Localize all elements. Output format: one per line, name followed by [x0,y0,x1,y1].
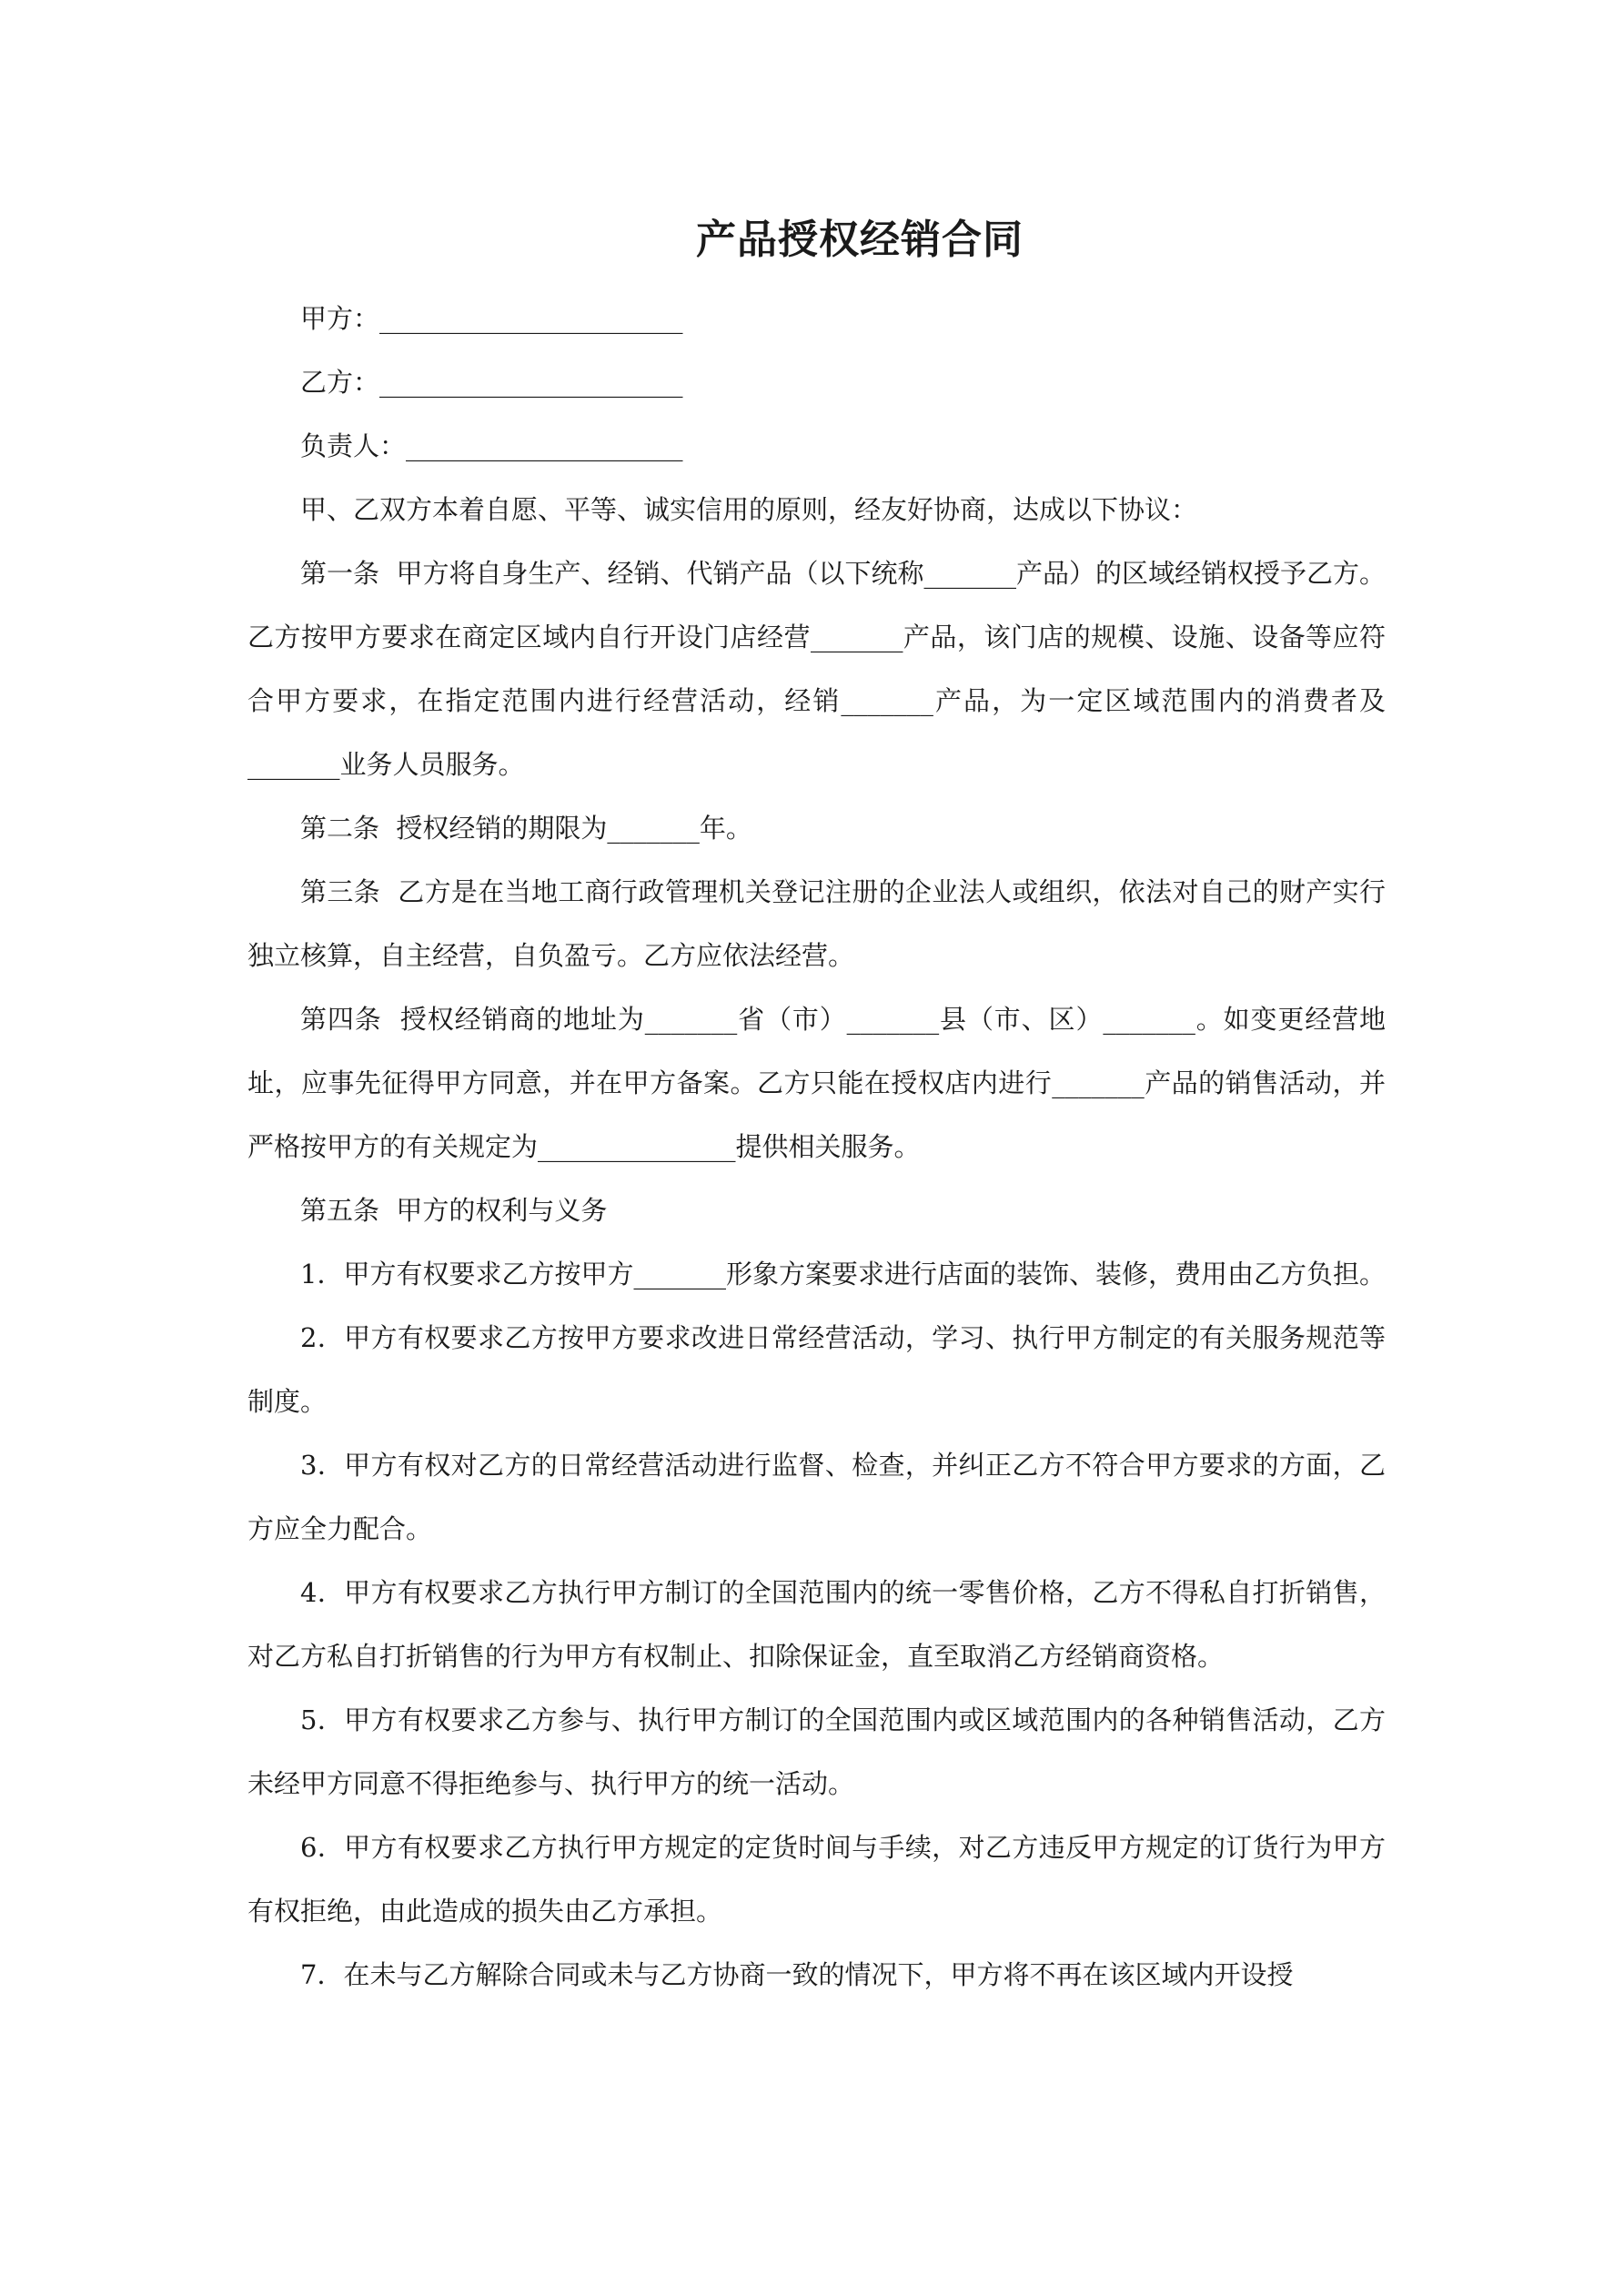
document-title: 产品授权经销合同 [696,217,1024,263]
article-5-item-2: 2．甲方有权要求乙方按甲方要求改进日常经营活动，学习、执行甲方制定的有关服务规范等制度。 [247,1322,1386,1417]
article-5-item-6: 6．甲方有权要求乙方执行甲方规定的定货时间与手续，对乙方违反甲方规定的订货行为甲方有权拒绝，由此造成的损失由乙方承担。 [247,1832,1386,1927]
article-5-item-1: 1．甲方有权要求乙方按甲方_______形象方案要求进行店面的装饰、装修，费用由乙方负担。 [300,1259,1386,1290]
preamble-paragraph: 甲、乙双方本着自愿、平等、诚实信用的原则，经友好协商，达成以下协议： [300,494,1198,525]
document-body [247,287,1386,2007]
article-5-item-5: 5．甲方有权要求乙方参与、执行甲方制订的全国范围内或区域范围内的各种销售活动，乙方未经甲方同意不得拒绝参与、执行甲方的统一活动。 [247,1704,1386,1799]
article-1-paragraph: 第一条 甲方将自身生产、经销、代销产品（以下统称_______产品）的区域经销权授予乙方。乙方按甲方要求在商定区域内自行开设门店经营_______产品，该门店的规模、设施、设备等应符合甲方要求，在指定范围内进行经营活动，经销_______产品，为一定区域范围内的消费者及_______业务人员服务。 [247,558,1386,780]
article-3-paragraph: 第三条 乙方是在当地工商行政管理机关登记注册的企业法人或组织，依法对自己的财产实行独立核算，自主经营，自负盈亏。乙方应依法经营。 [247,876,1386,971]
article-5-item-4: 4．甲方有权要求乙方执行甲方制订的全国范围内的统一零售价格，乙方不得私自打折销售，对乙方私自打折销售的行为甲方有权制止、扣除保证金，直至取消乙方经销商资格。 [247,1577,1386,1672]
article-5-item-7: 7．在未与乙方解除合同或未与乙方协商一致的情况下，甲方将不再在该区域内开设授 [300,1959,1294,1990]
article-5-heading: 第五条 甲方的权利与义务 [300,1195,608,1226]
article-5-item-3: 3．甲方有权对乙方的日常经营活动进行监督、检查，并纠正乙方不符合甲方要求的方面，乙方应全力配合。 [247,1450,1386,1544]
party-b-field: 乙方：_______________________ [300,367,683,398]
party-a-field: 甲方：_______________________ [300,303,683,334]
responsible-person-field: 负责人：_____________________ [300,430,683,461]
article-2-paragraph: 第二条 授权经销的期限为_______年。 [300,813,752,844]
article-4-paragraph: 第四条 授权经销商的地址为_______省（市）_______县（市、区）_______。如变更经营地址，应事先征得甲方同意，并在甲方备案。乙方只能在授权店内进行_______产品的销售活动，并严格按甲方的有关规定为_______________提供相关服务。 [247,1004,1386,1162]
